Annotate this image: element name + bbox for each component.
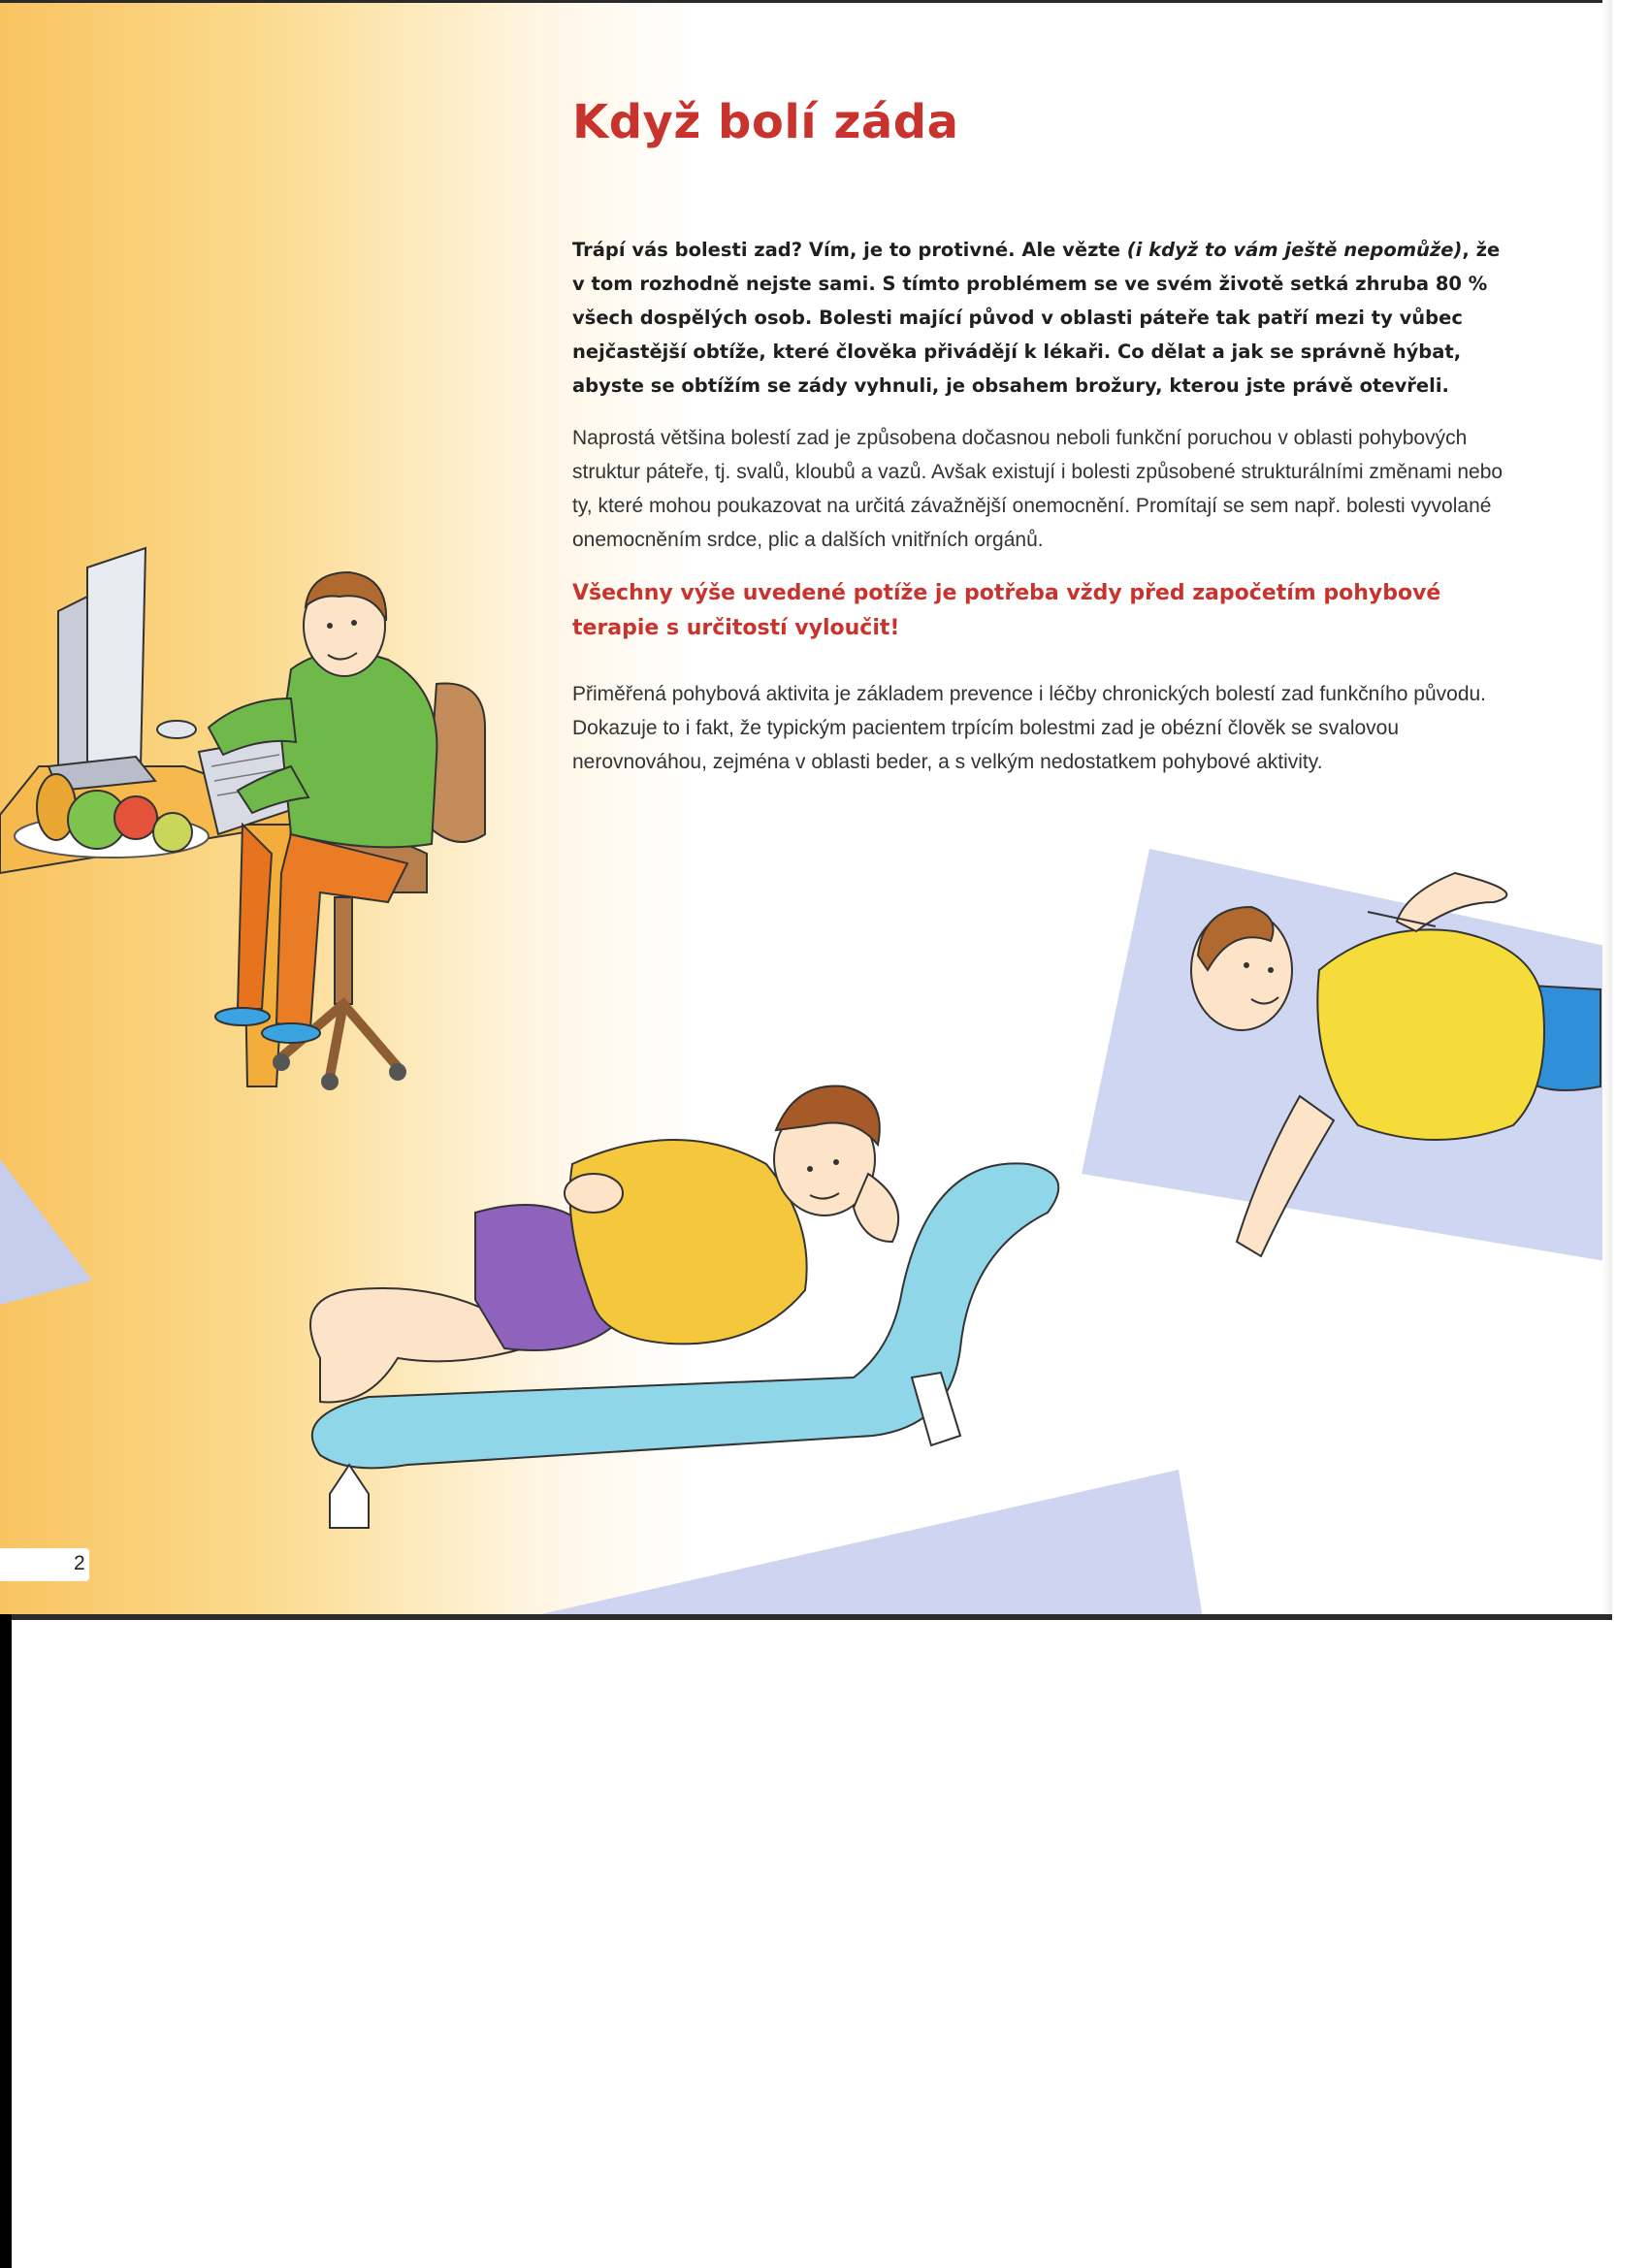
man-on-sofa-illustration [310, 1086, 1058, 1528]
page-title: Když bolí záda [572, 95, 959, 149]
warning-paragraph: Všechny výše uvedené potíže je potřeba vždy před započetím pohybové terapie s určitostí vyloučit! [572, 581, 1441, 640]
intro-paragraph [572, 233, 1504, 403]
intro-part2: , že v tom rozhodně nejste sami. S tímto problémem se ve svém životě setká zhruba 80 % všech dospělých osob. Bolesti mající původ v oblasti páteře tak patří mezi ty vůbec nejčastější obtíže, které člověka přivádějí k lékaři. Co dělat a jak se správně hýbat, abyste se obtížím se zády vyhnuli, je obsahem brožury, kterou jste právě otevřeli. [572, 239, 1501, 397]
body-paragraph-2: Přiměřená pohybová aktivita je základem prevence i léčby chronických bolestí zad funkčního původu. Dokazuje to i fakt, že typickým pacientem trpícím bolestmi zad je obézní člověk se svalovou nerovnováhou, zejména v oblasti beder, a s velkým nedostatkem pohybové aktivity. [572, 683, 1487, 773]
body-paragraph-1: Naprostá většina bolestí zad je způsobena dočasnou neboli funkční poruchou v oblasti pohybových struktur páteře, tj. svalů, kloubů a vazů. Avšak existují i bolesti způsobené strukturálními změnami nebo ty, které mohou poukazovat na určitá závažnější onemocnění. Promítají se sem např. bolesti vyvolané onemocněním srdce, plic a dalších vnitřních orgánů. [572, 427, 1504, 551]
intro-emphasis: (i když to vám ještě nepomůže) [1126, 239, 1463, 261]
page-number-tab [0, 1548, 89, 1581]
floor-panel-left [0, 1159, 92, 1305]
page-number: 2 [74, 1552, 85, 1574]
page-right-edge [1602, 0, 1612, 1618]
page-bottom-edge [0, 1614, 1612, 1620]
intro-part1: Trápí vás bolesti zad? Vím, je to protivné. Ale vězte [572, 239, 1127, 261]
man-at-computer-illustration [0, 548, 485, 1090]
scan-left-strip [0, 1614, 12, 2268]
floor-panel-bottom [524, 1470, 1203, 1618]
